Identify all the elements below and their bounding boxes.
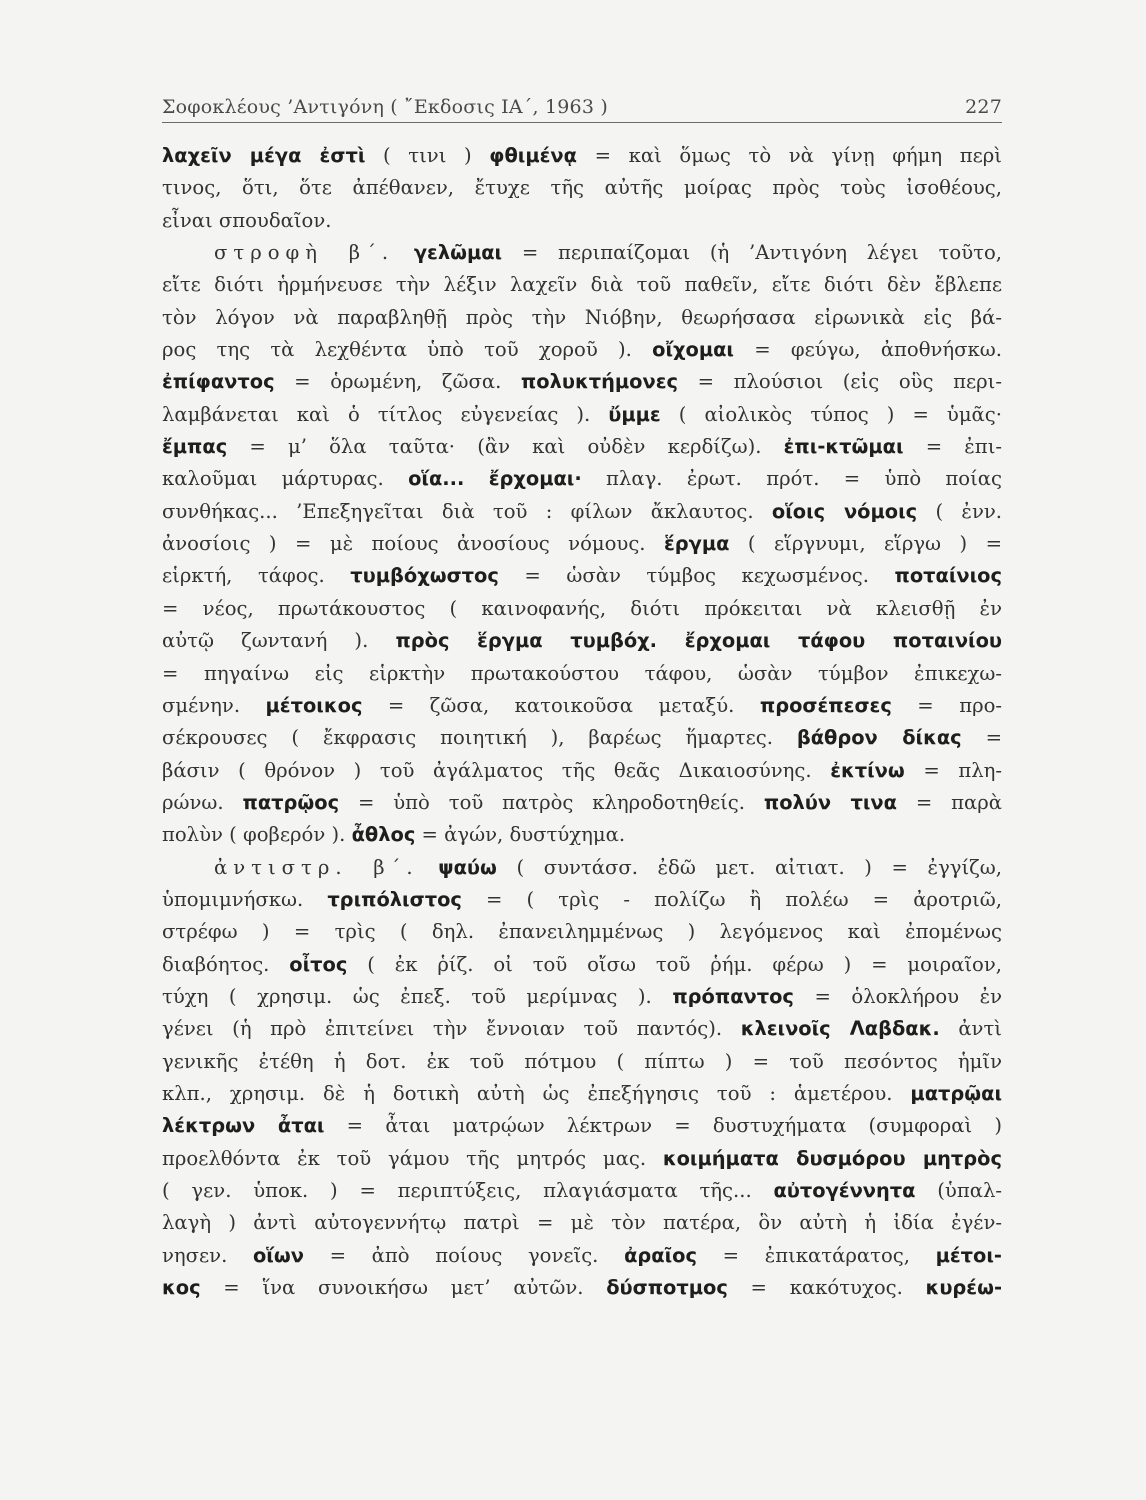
text-line xyxy=(162,884,1002,916)
gloss-text: ( τινι ) xyxy=(365,144,490,167)
lemma-term: ὔμμε xyxy=(608,402,661,426)
gloss-text: = πηγαίνω εἰς εἱρκτὴν πρωτακούστου τάφου, ὡσὰν τύμβον ἐπικεχω- xyxy=(162,661,1002,685)
gloss-text: = ὁρωμένη, ζῶσα. xyxy=(274,370,521,394)
lemma-term: μέτοι- xyxy=(935,1243,1002,1267)
lemma-term: προσέπεσες xyxy=(759,693,892,717)
lemma-term: τυμβόχωστος xyxy=(350,564,499,588)
section-label: στροφὴ β΄. xyxy=(214,241,395,265)
text-line xyxy=(162,431,1002,463)
text-line xyxy=(162,593,1002,625)
lemma-term: λαχεῖν μέγα ἐστὶ xyxy=(162,144,366,167)
gloss-text: ( αἰολικὸς τύπος ) = ὑμᾶς· xyxy=(660,402,1002,426)
text-line xyxy=(162,463,1002,495)
lemma-term: κλεινοῖς Λαβδακ. xyxy=(740,1017,940,1041)
gloss-text: τὸν λόγον νὰ παραβληθῇ πρὸς τὴν Νιόβην, θεωρήσασα εἰρωνικὰ εἰς βά- xyxy=(162,305,1002,329)
lemma-term: ἐκτίνω xyxy=(830,758,905,782)
gloss-text: ( ἐκ ῥίζ. οἰ τοῦ οἴσω τοῦ ῥήμ. φέρω ) = μοιραῖον, xyxy=(347,952,1002,976)
gloss-text: ( εἵργνυμι, εἵργω ) = xyxy=(729,532,1002,556)
gloss-text: πολὺν ( φοβερόν ). xyxy=(162,823,352,847)
gloss-text: ρος της τὰ λεχθέντα ὑπὸ τοῦ χοροῦ ). xyxy=(162,338,653,362)
gloss-text: = νέος, πρωτάκουστος ( καινοφανής, διότι πρόκειται νὰ κλεισθῇ ἐν xyxy=(162,596,1002,620)
lemma-term: ἕργμα xyxy=(663,532,730,556)
lemma-term: κοιμήματα δυσμόρου μητρὸς xyxy=(662,1146,1002,1170)
lemma-term: γελῶμαι xyxy=(413,241,503,265)
text-line xyxy=(162,496,1002,528)
lemma-term: πρὸς ἕργμα τυμβόχ. ἔρχομαι τάφου ποταινίου xyxy=(395,629,1002,653)
gloss-text: πλαγ. ἐρωτ. πρότ. = ὑπὸ ποίας xyxy=(581,467,1002,491)
text-line xyxy=(162,949,1002,981)
lemma-term: ψαύω xyxy=(438,855,497,879)
gloss-text: σμένην. xyxy=(162,693,266,717)
text-line xyxy=(162,787,1002,819)
gloss-text: ρώνω. xyxy=(162,790,243,814)
lemma-term: ἐπι-κτῶμαι xyxy=(783,435,904,459)
text-line xyxy=(162,1240,1002,1272)
gloss-text: = ὡσὰν τύμβος κεχωσμένος. xyxy=(498,564,895,588)
gloss-text: = ζῶσα, κατοικοῦσα μεταξύ. xyxy=(362,693,760,717)
lemma-term: πολυκτήμονες xyxy=(520,370,678,394)
gloss-text: = καὶ ὅμως τὸ νὰ γίνῃ φήμη περὶ xyxy=(576,144,1002,167)
gloss-text: γενικῆς ἐτέθη ἡ δοτ. ἐκ τοῦ πότμου ( πίπτω ) = τοῦ πεσόντος ἡμῖν xyxy=(162,1049,1002,1073)
page-number: 227 xyxy=(965,96,1002,118)
text-line xyxy=(162,1078,1002,1110)
lemma-term: οἵων xyxy=(252,1243,304,1267)
gloss-text: ( ἐνν. xyxy=(917,499,1002,523)
gloss-text: = ἀπὸ ποίους γονεῖς. xyxy=(303,1243,625,1267)
gloss-text xyxy=(394,241,414,264)
gloss-text: = πλούσιοι (εἰς οὓς περι- xyxy=(678,370,1002,394)
running-header xyxy=(162,84,1002,118)
gloss-text: = ( τρὶς - πολίζω ἢ πολέω = ἀροτριῶ, xyxy=(461,887,1002,911)
gloss-text: στρέφω ) = τρὶς ( δηλ. ἐπανειλημμένως ) λεγόμενος καὶ ἐπομένως xyxy=(162,920,1002,944)
text-line xyxy=(162,528,1002,560)
lemma-term: οἵοις νόμοις xyxy=(771,499,918,523)
lemma-term: ἀραῖος xyxy=(624,1243,697,1267)
text-line xyxy=(162,1110,1002,1142)
text-line xyxy=(162,172,1002,204)
gloss-text: (ὑπαλ- xyxy=(915,1179,1002,1202)
gloss-text: εἱρκτή, τάφος. xyxy=(162,564,351,588)
lemma-term: δύσποτμος xyxy=(606,1276,728,1300)
running-title: Σοφοκλέους ’Αντιγόνη ( ῎Εκδοσις ΙΑ΄, 1963 ) xyxy=(162,96,608,118)
gloss-text: = προ- xyxy=(891,693,1002,717)
gloss-text: διαβόητος. xyxy=(162,952,290,976)
gloss-text: εἴτε διότι ἡρμήνευσε τὴν λέξιν λαχεῖν διὰ τοῦ παθεῖν, εἴτε διότι δὲν ἔβλεπε xyxy=(162,273,1002,297)
gloss-text: = ὁλοκλήρου ἐν xyxy=(793,984,1002,1008)
text-line xyxy=(162,1175,1002,1207)
lemma-term: οἴχομαι xyxy=(652,338,734,362)
gloss-text: συνθήκας... ’Επεξηγεῖται διὰ τοῦ : φίλων ἄκλαυτος. xyxy=(162,499,772,523)
lemma-term: τριπόλιστος xyxy=(327,887,462,911)
text-line xyxy=(162,852,1002,884)
lemma-term: κος xyxy=(162,1276,201,1300)
gloss-text: νησεν. xyxy=(162,1243,253,1267)
text-line xyxy=(162,755,1002,787)
gloss-text: = ἵνα συνοικήσω μετ’ αὐτῶν. xyxy=(200,1276,607,1300)
gloss-text xyxy=(464,467,488,490)
gloss-text: = xyxy=(961,726,1002,750)
text-line xyxy=(162,302,1002,334)
lemma-term: ἔρχομαι· xyxy=(488,467,582,491)
gloss-text: = πλη- xyxy=(904,758,1002,782)
gloss-text: ( συντάσσ. ἐδῶ μετ. αἰτιατ. ) = ἐγγίζω, xyxy=(496,855,1002,879)
text-line xyxy=(162,560,1002,592)
lemma-term: αὐτογέννητα xyxy=(773,1179,916,1202)
lemma-term: μέτοικος xyxy=(265,693,363,717)
header-rule xyxy=(162,122,1002,123)
lemma-term: ματρῷαι xyxy=(910,1081,1002,1105)
lemma-term: λέκτρων ἆται xyxy=(162,1114,325,1138)
gloss-text: τινος, ὅτι, ὅτε ἀπέθανεν, ἔτυχε τῆς αὐτῆς μοίρας πρὸς τοὺς ἰσοθέους, xyxy=(162,176,1002,200)
gloss-text: τύχη ( χρησιμ. ὡς ἐπεξ. τοῦ μερίμνας ). xyxy=(162,984,673,1008)
gloss-text: κλπ., χρησιμ. δὲ ἡ δοτικὴ αὐτὴ ὡς ἐπεξήγησις τοῦ : ἁμετέρου. xyxy=(162,1081,911,1105)
lemma-term: ἆθλος xyxy=(351,823,416,847)
lemma-term: οἵα... xyxy=(408,467,465,491)
text-line xyxy=(162,205,1002,237)
gloss-text: = παρὰ xyxy=(896,790,1002,814)
gloss-text: = ὑπὸ τοῦ πατρὸς κληροδοτηθείς. xyxy=(339,790,764,814)
text-line xyxy=(162,366,1002,398)
gloss-text: = περιπαίζομαι (ἡ ’Αντιγόνη λέγει τοῦτο, xyxy=(502,241,1002,265)
lemma-term: ἔμπας xyxy=(162,435,228,459)
gloss-text: = ἀγών, δυστύχημα. xyxy=(415,823,626,847)
gloss-text: γένει (ἡ πρὸ ἐπιτείνει τὴν ἔννοιαν τοῦ παντός). xyxy=(162,1017,741,1041)
text-line xyxy=(162,399,1002,431)
gloss-text: βάσιν ( θρόνον ) τοῦ ἀγάλματος τῆς θεᾶς Δικαιοσύνης. xyxy=(162,758,831,782)
gloss-text: εἶναι σπουδαῖον. xyxy=(162,208,332,232)
text-line xyxy=(162,140,1002,172)
lemma-term: κυρέω- xyxy=(925,1276,1002,1300)
text-line xyxy=(162,690,1002,722)
gloss-text: ὑπομιμνήσκω. xyxy=(162,887,328,911)
lemma-term: ποταίνιος xyxy=(894,564,1002,588)
text-line xyxy=(162,722,1002,754)
lemma-term: βάθρον δίκας xyxy=(796,726,962,750)
gloss-text: = ἐπικατάρατος, xyxy=(696,1243,936,1267)
gloss-text: = κακότυχος. xyxy=(727,1276,926,1300)
gloss-text: καλοῦμαι μάρτυρας. xyxy=(162,467,409,491)
text-line xyxy=(162,658,1002,690)
text-line xyxy=(162,1013,1002,1045)
text-line xyxy=(162,1272,1002,1304)
gloss-text: = φεύγω, ἀποθνήσκω. xyxy=(733,338,1002,362)
gloss-text: ( γεν. ὑποκ. ) = περιπτύξεις, πλαγιάσματα τῆς... xyxy=(162,1179,774,1202)
gloss-text: = ἆται ματρῴων λέκτρων = δυστυχήματα (συμφοραὶ ) xyxy=(324,1114,1002,1138)
gloss-text: σέκρουσες ( ἔκφρασις ποιητική ), βαρέως ἥμαρτες. xyxy=(162,726,797,750)
lemma-term: ἐπίφαντος xyxy=(162,370,275,394)
gloss-text: ἀνοσίοις ) = μὲ ποίους ἀνοσίους νόμους. xyxy=(162,532,664,556)
section-label: ἀντιστρ. β΄. xyxy=(214,855,419,879)
lemma-term: πρόπαντος xyxy=(672,984,794,1008)
gloss-text: ἀντὶ xyxy=(939,1017,1002,1041)
text-line xyxy=(162,981,1002,1013)
gloss-text: λαμβάνεται καὶ ὁ τίτλος εὐγενείας ). xyxy=(162,402,609,426)
lemma-term: οἶτος xyxy=(289,952,348,976)
text-line xyxy=(162,625,1002,657)
lemma-term: πολύν τινα xyxy=(763,790,897,814)
lemma-term: πατρῷος xyxy=(242,790,340,814)
text-line xyxy=(162,916,1002,948)
gloss-text: = ἐπι- xyxy=(903,435,1002,459)
text-line xyxy=(162,334,1002,366)
gloss-text xyxy=(419,856,439,879)
text-line xyxy=(162,237,1002,269)
gloss-text: προελθόντα ἐκ τοῦ γάμου τῆς μητρός μας. xyxy=(162,1146,663,1170)
text-line xyxy=(162,1046,1002,1078)
gloss-text: αὐτῷ ζωντανή ). xyxy=(162,629,396,653)
commentary-text xyxy=(162,140,1002,1304)
gloss-text: λαγὴ ) ἀντὶ αὐτογεννήτῳ πατρὶ = μὲ τὸν πατέρα, ὃν αὐτὴ ἡ ἰδία ἐγέν- xyxy=(162,1211,1002,1235)
lemma-term: φθιμένᾳ xyxy=(489,144,577,167)
gloss-text: = μ’ ὅλα ταῦτα· (ἂν καὶ οὐδὲν κερδίζω). xyxy=(227,435,784,459)
text-line xyxy=(162,819,1002,851)
text-line xyxy=(162,1207,1002,1239)
text-line xyxy=(162,269,1002,301)
text-line xyxy=(162,1143,1002,1175)
